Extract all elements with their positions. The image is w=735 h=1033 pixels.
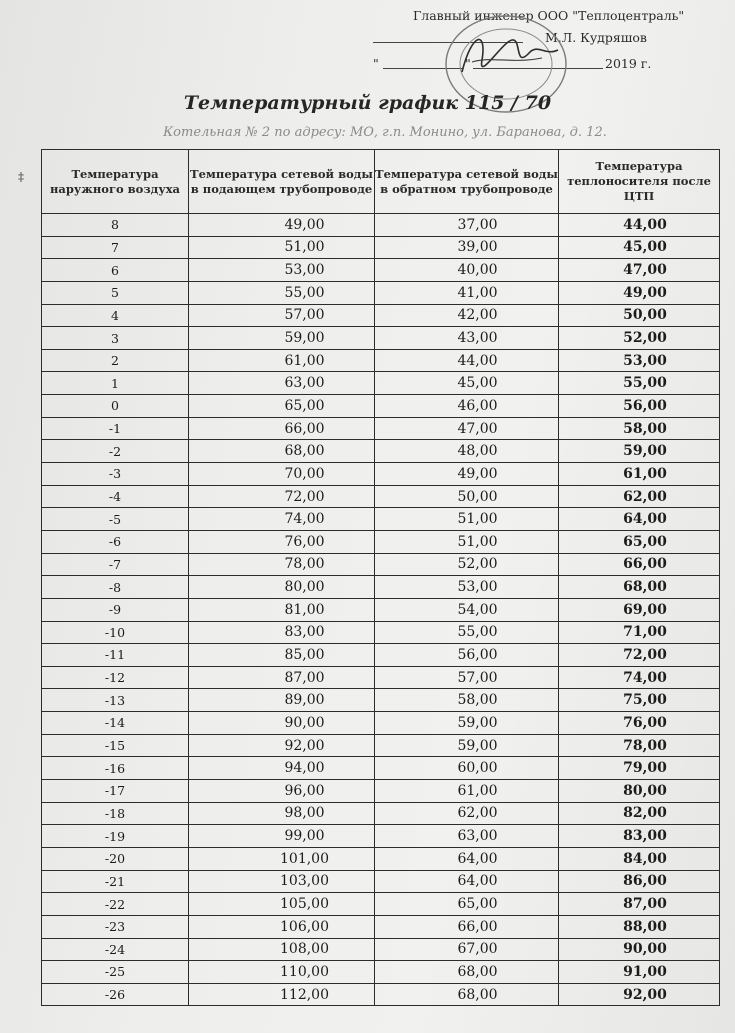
- supply-temp-cell: 65,00: [189, 395, 375, 418]
- outdoor-temp-cell: -7: [42, 553, 189, 576]
- ctp-temp-cell: 76,00: [559, 712, 720, 735]
- table-row: [42, 417, 720, 440]
- ctp-temp-cell: 90,00: [559, 938, 720, 961]
- ctp-temp-cell: 84,00: [559, 847, 720, 870]
- table-row: [42, 825, 720, 848]
- supply-temp-cell: 103,00: [189, 870, 375, 893]
- ctp-temp-cell: 82,00: [559, 802, 720, 825]
- return-temp-cell: 39,00: [375, 236, 559, 259]
- outdoor-temp-cell: -25: [42, 961, 189, 984]
- return-temp-cell: 49,00: [375, 463, 559, 486]
- header-supply-temp: Температура сетевой воды в подающем трубопроводе: [189, 150, 375, 214]
- return-temp-cell: 64,00: [375, 870, 559, 893]
- return-temp-cell: 37,00: [375, 214, 559, 237]
- outdoor-temp-cell: -23: [42, 915, 189, 938]
- document-subtitle: Котельная № 2 по адресу: МО, г.п. Монино, ул. Баранова, д. 12.: [163, 125, 607, 140]
- return-temp-cell: 59,00: [375, 712, 559, 735]
- return-temp-cell: 41,00: [375, 281, 559, 304]
- supply-temp-cell: 70,00: [189, 463, 375, 486]
- header-return-temp: Температура сетевой воды в обратном трубопроводе: [375, 150, 559, 214]
- document-title: Температурный график 115 / 70: [183, 92, 552, 114]
- outdoor-temp-cell: -6: [42, 530, 189, 553]
- date-quote-open: ": [373, 56, 379, 71]
- return-temp-cell: 68,00: [375, 983, 559, 1006]
- return-temp-cell: 44,00: [375, 349, 559, 372]
- return-temp-cell: 53,00: [375, 576, 559, 599]
- ctp-temp-cell: 69,00: [559, 598, 720, 621]
- supply-temp-cell: 53,00: [189, 259, 375, 282]
- ctp-temp-cell: 68,00: [559, 576, 720, 599]
- outdoor-temp-cell: -12: [42, 666, 189, 689]
- approval-year: 2019 г.: [605, 56, 652, 71]
- outdoor-temp-cell: -2: [42, 440, 189, 463]
- supply-temp-cell: 81,00: [189, 598, 375, 621]
- supply-temp-cell: 59,00: [189, 327, 375, 350]
- ctp-temp-cell: 86,00: [559, 870, 720, 893]
- outdoor-temp-cell: -5: [42, 508, 189, 531]
- ctp-temp-cell: 66,00: [559, 553, 720, 576]
- supply-temp-cell: 76,00: [189, 530, 375, 553]
- table-row: [42, 508, 720, 531]
- return-temp-cell: 51,00: [375, 508, 559, 531]
- ctp-temp-cell: 92,00: [559, 983, 720, 1006]
- supply-temp-cell: 96,00: [189, 780, 375, 803]
- outdoor-temp-cell: -24: [42, 938, 189, 961]
- table-row: [42, 802, 720, 825]
- supply-temp-cell: 112,00: [189, 983, 375, 1006]
- outdoor-temp-cell: -10: [42, 621, 189, 644]
- ctp-temp-cell: 58,00: [559, 417, 720, 440]
- header-outdoor-temp: Температура наружного воздуха: [42, 150, 189, 214]
- supply-temp-cell: 108,00: [189, 938, 375, 961]
- ctp-temp-cell: 83,00: [559, 825, 720, 848]
- return-temp-cell: 46,00: [375, 395, 559, 418]
- supply-temp-cell: 101,00: [189, 847, 375, 870]
- return-temp-cell: 68,00: [375, 961, 559, 984]
- header-ctp-temp: Температура теплоносителя после ЦТП: [559, 150, 720, 214]
- outdoor-temp-cell: -18: [42, 802, 189, 825]
- table-row: [42, 327, 720, 350]
- table-row: [42, 349, 720, 372]
- table-row: [42, 463, 720, 486]
- outdoor-temp-cell: -26: [42, 983, 189, 1006]
- supply-temp-cell: 66,00: [189, 417, 375, 440]
- return-temp-cell: 48,00: [375, 440, 559, 463]
- ctp-temp-cell: 56,00: [559, 395, 720, 418]
- table-row: [42, 915, 720, 938]
- return-temp-cell: 45,00: [375, 372, 559, 395]
- table-row: [42, 870, 720, 893]
- supply-temp-cell: 72,00: [189, 485, 375, 508]
- return-temp-cell: 51,00: [375, 530, 559, 553]
- ctp-temp-cell: 80,00: [559, 780, 720, 803]
- ctp-temp-cell: 61,00: [559, 463, 720, 486]
- return-temp-cell: 57,00: [375, 666, 559, 689]
- table-row: [42, 259, 720, 282]
- supply-temp-cell: 55,00: [189, 281, 375, 304]
- ctp-temp-cell: 79,00: [559, 757, 720, 780]
- table-row: [42, 689, 720, 712]
- outdoor-temp-cell: 2: [42, 349, 189, 372]
- table-row: [42, 757, 720, 780]
- ctp-temp-cell: 72,00: [559, 644, 720, 667]
- outdoor-temp-cell: 6: [42, 259, 189, 282]
- return-temp-cell: 61,00: [375, 780, 559, 803]
- table-row: [42, 530, 720, 553]
- return-temp-cell: 58,00: [375, 689, 559, 712]
- return-temp-cell: 60,00: [375, 757, 559, 780]
- table-row: [42, 780, 720, 803]
- date-quote-close: ": [465, 56, 471, 71]
- ctp-temp-cell: 45,00: [559, 236, 720, 259]
- supply-temp-cell: 87,00: [189, 666, 375, 689]
- return-temp-cell: 50,00: [375, 485, 559, 508]
- outdoor-temp-cell: 5: [42, 281, 189, 304]
- return-temp-cell: 64,00: [375, 847, 559, 870]
- outdoor-temp-cell: -9: [42, 598, 189, 621]
- ctp-temp-cell: 59,00: [559, 440, 720, 463]
- return-temp-cell: 47,00: [375, 417, 559, 440]
- table-row: [42, 961, 720, 984]
- supply-temp-cell: 98,00: [189, 802, 375, 825]
- return-temp-cell: 59,00: [375, 734, 559, 757]
- supply-temp-cell: 85,00: [189, 644, 375, 667]
- supply-temp-cell: 57,00: [189, 304, 375, 327]
- outdoor-temp-cell: -20: [42, 847, 189, 870]
- margin-mark: ‡: [18, 170, 24, 184]
- ctp-temp-cell: 65,00: [559, 530, 720, 553]
- table-row: [42, 644, 720, 667]
- return-temp-cell: 55,00: [375, 621, 559, 644]
- supply-temp-cell: 90,00: [189, 712, 375, 735]
- return-temp-cell: 67,00: [375, 938, 559, 961]
- supply-temp-cell: 94,00: [189, 757, 375, 780]
- outdoor-temp-cell: -15: [42, 734, 189, 757]
- supply-temp-cell: 92,00: [189, 734, 375, 757]
- outdoor-temp-cell: -4: [42, 485, 189, 508]
- outdoor-temp-cell: 7: [42, 236, 189, 259]
- table-row: [42, 938, 720, 961]
- outdoor-temp-cell: -22: [42, 893, 189, 916]
- table-row: [42, 734, 720, 757]
- ctp-temp-cell: 52,00: [559, 327, 720, 350]
- table-row: [42, 395, 720, 418]
- return-temp-cell: 40,00: [375, 259, 559, 282]
- supply-temp-cell: 105,00: [189, 893, 375, 916]
- outdoor-temp-cell: -8: [42, 576, 189, 599]
- return-temp-cell: 63,00: [375, 825, 559, 848]
- outdoor-temp-cell: -14: [42, 712, 189, 735]
- supply-temp-cell: 61,00: [189, 349, 375, 372]
- outdoor-temp-cell: -16: [42, 757, 189, 780]
- return-temp-cell: 42,00: [375, 304, 559, 327]
- table-row: [42, 236, 720, 259]
- return-temp-cell: 66,00: [375, 915, 559, 938]
- supply-temp-cell: 78,00: [189, 553, 375, 576]
- supply-temp-cell: 68,00: [189, 440, 375, 463]
- table-row: [42, 666, 720, 689]
- outdoor-temp-cell: -3: [42, 463, 189, 486]
- outdoor-temp-cell: 4: [42, 304, 189, 327]
- table-row: [42, 372, 720, 395]
- table-row: [42, 440, 720, 463]
- table-row: [42, 553, 720, 576]
- return-temp-cell: 56,00: [375, 644, 559, 667]
- ctp-temp-cell: 71,00: [559, 621, 720, 644]
- return-temp-cell: 43,00: [375, 327, 559, 350]
- ctp-temp-cell: 87,00: [559, 893, 720, 916]
- ctp-temp-cell: 47,00: [559, 259, 720, 282]
- supply-temp-cell: 74,00: [189, 508, 375, 531]
- outdoor-temp-cell: 1: [42, 372, 189, 395]
- supply-temp-cell: 63,00: [189, 372, 375, 395]
- table-row: [42, 893, 720, 916]
- outdoor-temp-cell: -19: [42, 825, 189, 848]
- approval-signatory: М.Л. Кудряшов: [545, 30, 647, 45]
- ctp-temp-cell: 55,00: [559, 372, 720, 395]
- ctp-temp-cell: 64,00: [559, 508, 720, 531]
- table-row: [42, 304, 720, 327]
- supply-temp-cell: 51,00: [189, 236, 375, 259]
- table-row: [42, 485, 720, 508]
- supply-temp-cell: 99,00: [189, 825, 375, 848]
- supply-temp-cell: 106,00: [189, 915, 375, 938]
- outdoor-temp-cell: 8: [42, 214, 189, 237]
- outdoor-temp-cell: 0: [42, 395, 189, 418]
- table-row: [42, 712, 720, 735]
- approval-position: Главный инженер ООО "Теплоцентраль": [413, 8, 685, 23]
- table-row: [42, 847, 720, 870]
- supply-temp-cell: 83,00: [189, 621, 375, 644]
- table-row: [42, 576, 720, 599]
- return-temp-cell: 65,00: [375, 893, 559, 916]
- ctp-temp-cell: 91,00: [559, 961, 720, 984]
- table-row: [42, 983, 720, 1006]
- outdoor-temp-cell: -21: [42, 870, 189, 893]
- ctp-temp-cell: 62,00: [559, 485, 720, 508]
- outdoor-temp-cell: -17: [42, 780, 189, 803]
- ctp-temp-cell: 74,00: [559, 666, 720, 689]
- table-row: [42, 621, 720, 644]
- outdoor-temp-cell: -13: [42, 689, 189, 712]
- return-temp-cell: 54,00: [375, 598, 559, 621]
- table-body: [42, 214, 720, 1006]
- outdoor-temp-cell: -1: [42, 417, 189, 440]
- return-temp-cell: 62,00: [375, 802, 559, 825]
- supply-temp-cell: 110,00: [189, 961, 375, 984]
- ctp-temp-cell: 78,00: [559, 734, 720, 757]
- ctp-temp-cell: 50,00: [559, 304, 720, 327]
- return-temp-cell: 52,00: [375, 553, 559, 576]
- supply-temp-cell: 80,00: [189, 576, 375, 599]
- temperature-table: [41, 149, 720, 1006]
- ctp-temp-cell: 53,00: [559, 349, 720, 372]
- ctp-temp-cell: 49,00: [559, 281, 720, 304]
- outdoor-temp-cell: 3: [42, 327, 189, 350]
- ctp-temp-cell: 44,00: [559, 214, 720, 237]
- table-header-row: [42, 150, 720, 214]
- table-row: [42, 598, 720, 621]
- supply-temp-cell: 49,00: [189, 214, 375, 237]
- ctp-temp-cell: 75,00: [559, 689, 720, 712]
- table-row: [42, 214, 720, 237]
- ctp-temp-cell: 88,00: [559, 915, 720, 938]
- table-row: [42, 281, 720, 304]
- outdoor-temp-cell: -11: [42, 644, 189, 667]
- supply-temp-cell: 89,00: [189, 689, 375, 712]
